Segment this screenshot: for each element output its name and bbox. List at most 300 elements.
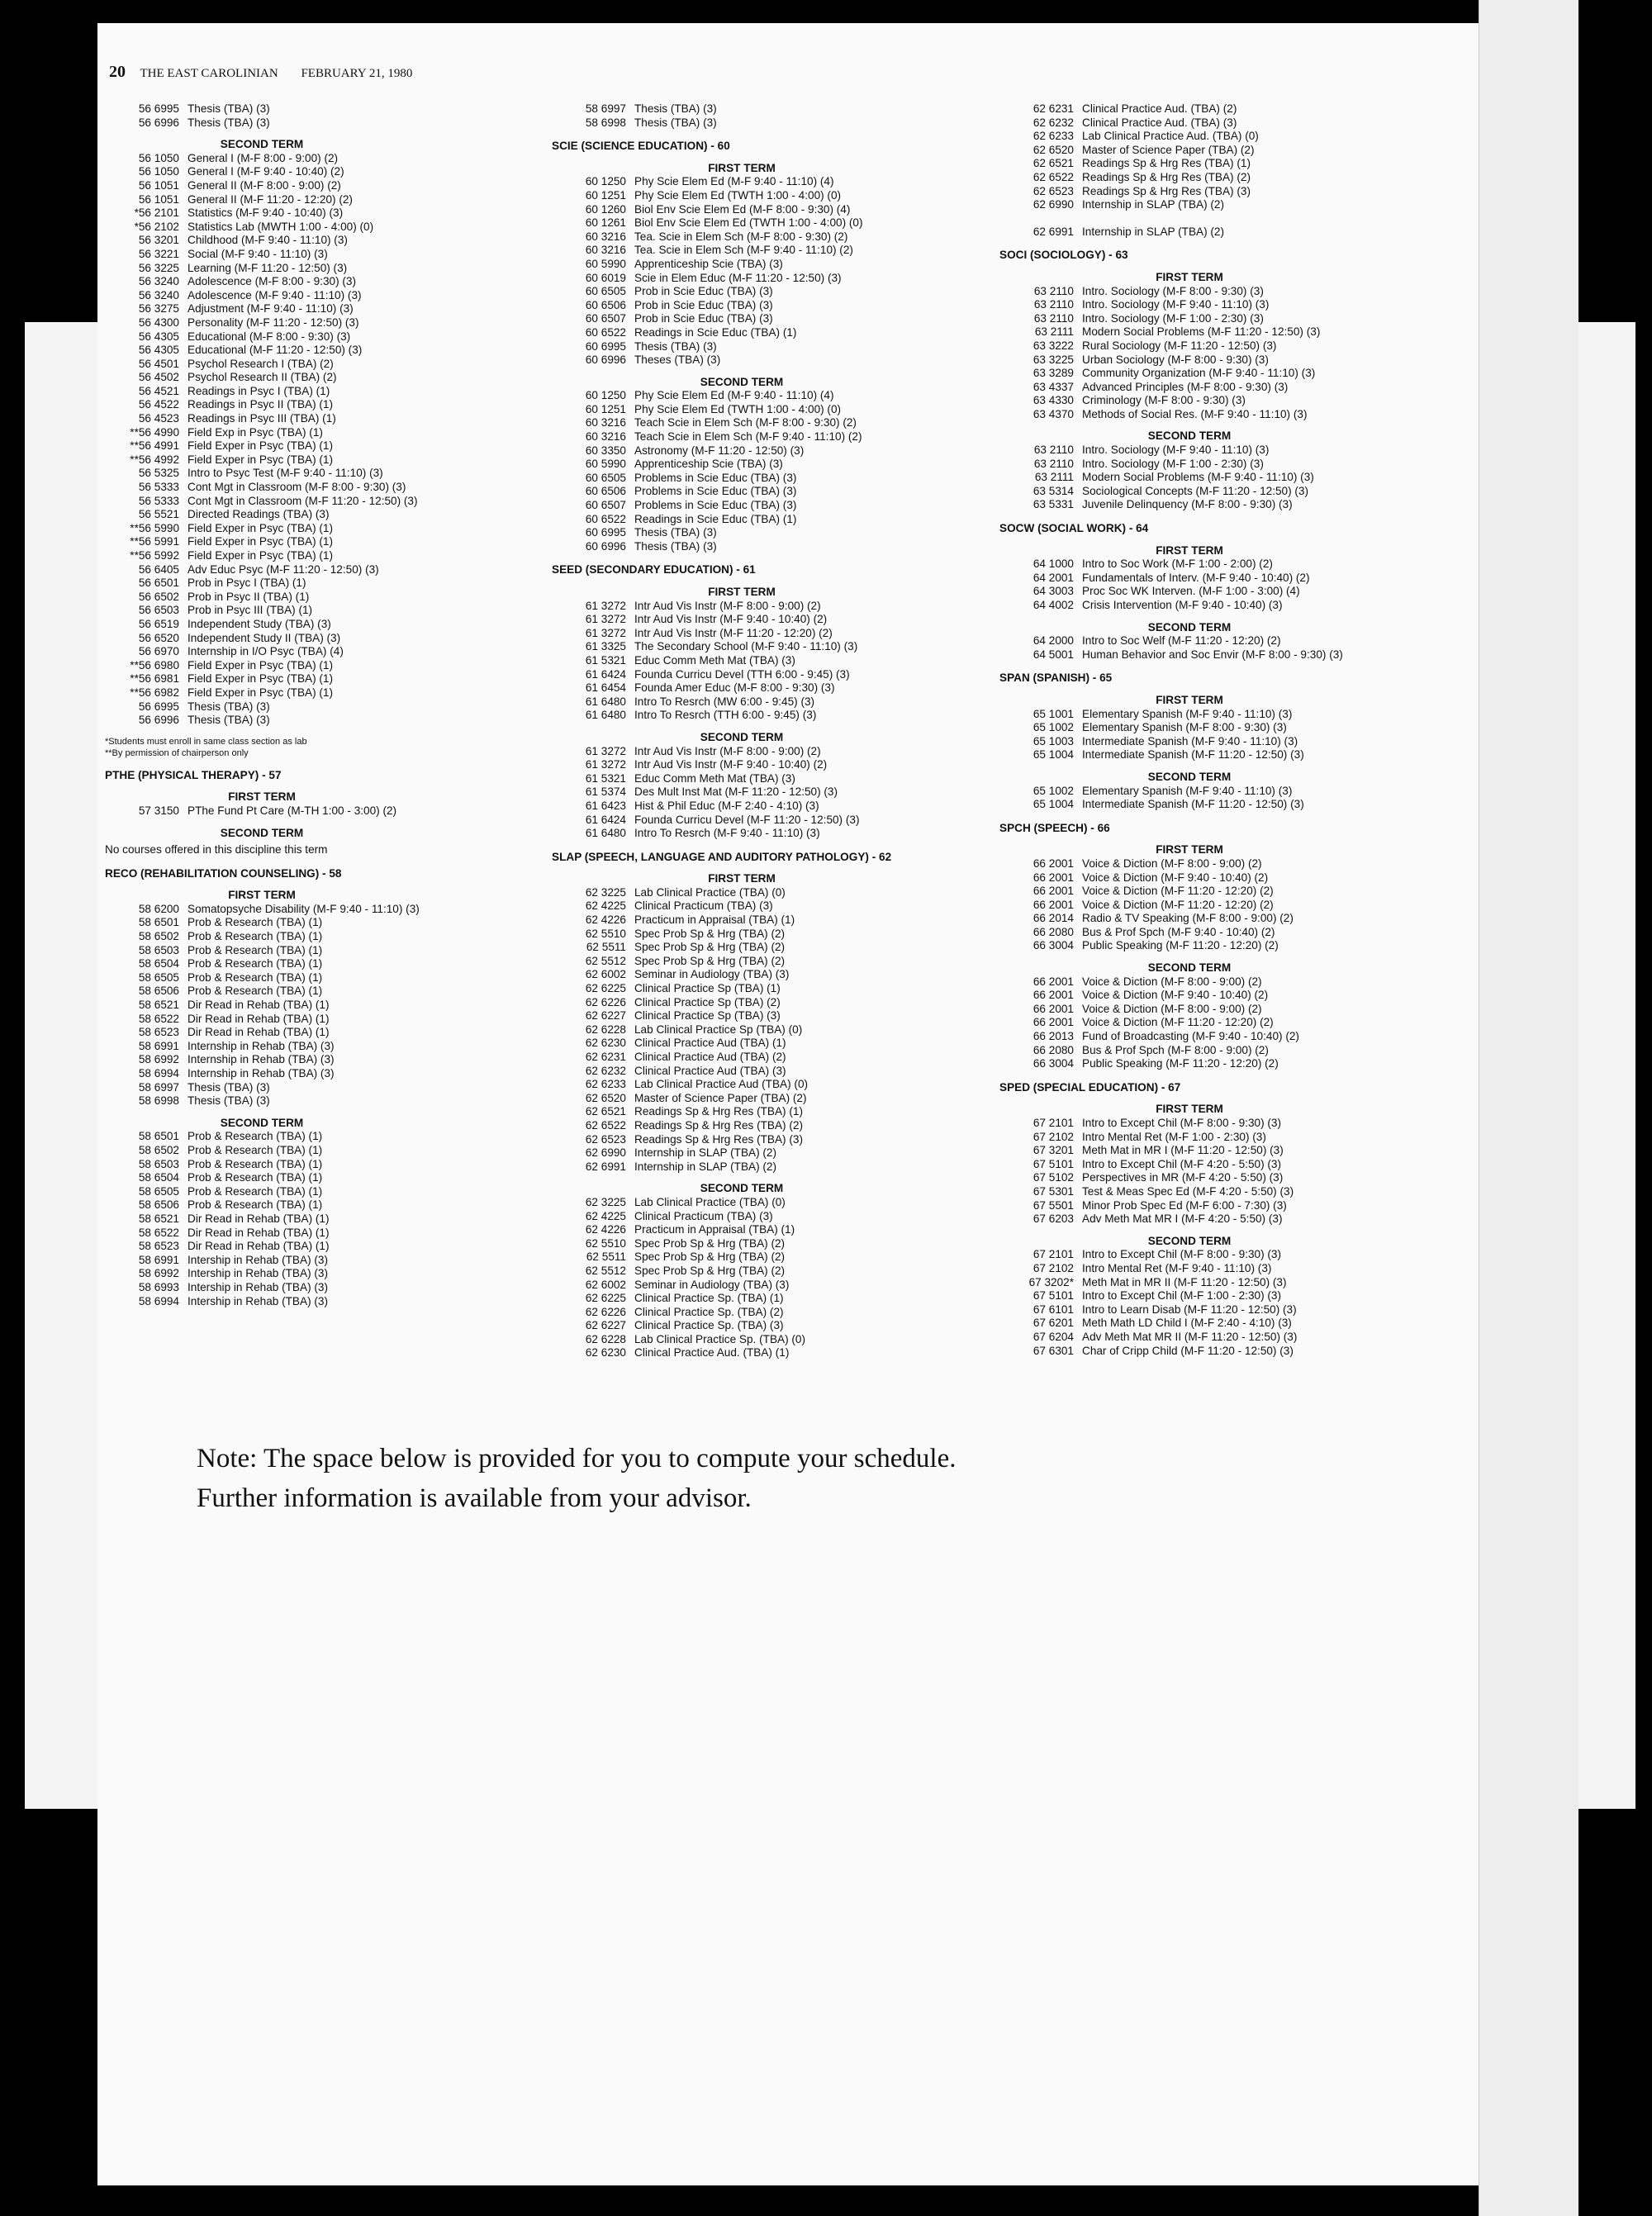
listing-column-1 [105,102,419,1308]
course-code: 58 6501 [138,916,179,929]
term-heading: SECOND TERM [1147,429,1232,443]
course-title: Spec Prob Sp & Hrg (TBA) (2) [634,1236,786,1250]
course-row [105,116,419,130]
course-row [552,613,932,627]
course-row [999,185,1379,199]
course-title: Cont Mgt in Classroom (M-F 8:00 - 9:30) (3) [188,481,406,494]
course-code: 60 6505 [585,471,626,484]
course-row [105,165,419,179]
course-title: Prob & Research (TBA) (1) [188,1171,323,1184]
footnote: **By permission of chairperson only [105,747,249,758]
course-title: Personality (M-F 11:20 - 12:50) (3) [188,316,359,329]
course-code: 58 6523 [138,1240,179,1253]
course-code: 62 6990 [1032,198,1074,211]
course-row [105,535,419,549]
course-code: 56 6970 [138,645,179,658]
course-row [105,985,419,999]
course-code: 61 6424 [585,667,626,681]
course-row [999,1262,1379,1276]
course-title: Intership in Rehab (TBA) (3) [188,1253,328,1266]
course-row [105,1295,419,1309]
course-row [552,299,932,313]
course-title: Readings Sp & Hrg Res (TBA) (1) [634,1105,803,1118]
course-code: 60 5990 [585,257,626,270]
course-code: 67 5102 [1032,1171,1074,1184]
course-row [999,1248,1379,1262]
course-row [552,668,932,682]
course-row [552,982,932,996]
course-title: Public Speaking (M-F 11:20 - 12:20) (2) [1082,1057,1279,1070]
course-row [105,563,419,577]
course-row [105,804,419,819]
course-code: 60 6019 [585,271,626,284]
course-row [552,1210,932,1224]
course-code: 56 4305 [138,330,179,343]
course-code: *56 2102 [134,220,179,233]
section-heading: PTHE (PHYSICAL THERAPY) - 57 [105,768,282,781]
course-code: 58 6505 [138,1184,179,1198]
course-code: 62 5512 [585,954,626,967]
course-title: Dir Read in Rehab (TBA) (1) [188,1240,330,1253]
course-row [105,645,419,659]
paper-name: THE EAST CAROLINIAN [140,67,278,80]
folded-page-edge [1479,0,1578,2216]
course-title: Psychol Research II (TBA) (2) [188,371,337,384]
course-code: 58 6506 [138,985,179,998]
course-code: 58 6994 [138,1067,179,1080]
term-heading: FIRST TERM [228,790,296,804]
course-row [105,1227,419,1241]
course-title: Thesis (TBA) (3) [188,700,270,713]
course-code: 58 6522 [138,1226,179,1239]
course-row [552,189,932,203]
course-row [999,1199,1379,1213]
course-title: Psychol Research I (TBA) (2) [188,357,334,370]
course-row [552,354,932,368]
course-code: 56 6502 [138,590,179,603]
course-title: Dir Read in Rehab (TBA) (1) [188,1012,330,1025]
course-row [999,1131,1379,1145]
course-code: 56 4502 [138,371,179,384]
course-code: 61 6424 [585,813,626,826]
course-title: Voice & Diction (M-F 11:20 - 12:20) (2) [1082,898,1274,911]
course-row [105,412,419,426]
course-code: 66 2080 [1032,925,1074,938]
course-title: Proc Soc WK Interven. (M-F 1:00 - 3:00) (4) [1082,585,1300,598]
course-row [552,695,932,709]
term-heading: FIRST TERM [708,872,776,885]
course-title: Voice & Diction (M-F 8:00 - 9:00) (2) [1082,1002,1262,1015]
course-title: Field Exper in Psyc (TBA) (1) [188,535,334,548]
course-title: Educational (M-F 8:00 - 9:30) (3) [188,330,351,343]
course-code: 60 6506 [585,298,626,311]
course-title: Clinical Practice Aud. (TBA) (1) [634,1346,790,1359]
course-row [999,634,1379,648]
course-code: **56 5992 [130,549,179,562]
term-heading: FIRST TERM [228,889,296,902]
course-row [552,499,932,513]
course-row [552,1037,932,1051]
course-row [105,1130,419,1144]
course-row [105,508,419,522]
course-code: 61 5374 [585,785,626,799]
course-title: Internship in Rehab (TBA) (3) [188,1053,335,1066]
course-row [552,1119,932,1133]
course-title: Thesis (TBA) (3) [188,102,270,115]
course-row [552,1346,932,1360]
course-row [999,1030,1379,1044]
course-row [552,1265,932,1279]
course-row [552,416,932,430]
section-heading: SPED (SPECIAL EDUCATION) - 67 [999,1080,1181,1094]
course-title: Intro Mental Ret (M-F 9:40 - 11:10) (3) [1082,1261,1272,1274]
course-row [552,1333,932,1347]
course-code: 62 6002 [585,1278,626,1291]
course-title: Lab Clinical Practice Aud (TBA) (0) [634,1078,809,1091]
course-row [999,975,1379,989]
course-row [552,244,932,258]
course-row [552,326,932,340]
course-row [552,758,932,772]
course-code: 62 6228 [585,1332,626,1345]
course-code: 56 6519 [138,617,179,630]
course-title: Practicum in Appraisal (TBA) (1) [634,913,795,927]
course-row [552,116,932,130]
course-code: 65 1003 [1032,734,1074,747]
course-code: 67 5101 [1032,1157,1074,1170]
course-title: Childhood (M-F 9:40 - 11:10) (3) [188,234,348,247]
course-title: Methods of Social Res. (M-F 9:40 - 11:10) (3) [1082,407,1308,420]
course-row [105,1185,419,1199]
course-code: 56 6520 [138,631,179,644]
course-code: 62 5510 [585,1236,626,1250]
course-row [999,339,1379,354]
course-code: 56 5325 [138,467,179,480]
course-code: 63 4330 [1032,394,1074,407]
course-title: Elementary Spanish (M-F 8:00 - 9:30) (3) [1082,721,1287,734]
course-code: 62 6228 [585,1023,626,1036]
course-code: 60 6522 [585,512,626,525]
course-code: 60 6996 [585,354,626,367]
course-code: 66 2001 [1032,1002,1074,1015]
course-title: Intr Aud Vis Instr (M-F 8:00 - 9:00) (2) [634,599,821,612]
course-code: 63 4337 [1032,380,1074,393]
course-code: 63 4370 [1032,407,1074,420]
course-code: 62 6991 [1032,225,1074,238]
course-code: 60 3350 [585,444,626,457]
course-row [999,585,1379,599]
course-code: **56 5991 [130,535,179,548]
course-title: Prob & Research (TBA) (1) [188,1157,323,1170]
course-code: 58 6521 [138,1212,179,1225]
course-row [552,600,932,614]
course-title: Teach Scie in Elem Sch (M-F 9:40 - 11:10) (2) [634,430,862,444]
course-row [552,800,932,814]
course-row [552,899,932,913]
course-code: 67 2102 [1032,1130,1074,1143]
course-code: 60 1251 [585,188,626,202]
course-title: Intro To Resrch (MW 6:00 - 9:45) (3) [634,695,815,708]
course-code: 62 6227 [585,1009,626,1023]
course-row [999,458,1379,472]
term-heading: SECOND TERM [700,1182,784,1195]
listing-column-3 [999,102,1379,1358]
course-code: 62 5510 [585,927,626,940]
course-title: Intership in Rehab (TBA) (3) [188,1267,328,1280]
course-row [999,572,1379,586]
course-row [552,458,932,472]
course-title: Test & Meas Spec Ed (M-F 4:20 - 5:50) (3) [1082,1184,1294,1198]
course-title: Intership in Rehab (TBA) (3) [188,1294,328,1307]
course-code: 67 5101 [1032,1289,1074,1303]
course-code: 60 6507 [585,312,626,325]
course-row [999,225,1379,240]
course-title: Dir Read in Rehab (TBA) (1) [188,1226,330,1239]
course-row [552,1092,932,1106]
course-title: Teach Scie in Elem Sch (M-F 8:00 - 9:30) (2) [634,416,857,429]
course-code: 62 6225 [585,1292,626,1305]
course-code: 58 6998 [585,116,626,129]
course-code: 56 3275 [138,302,179,316]
course-code: 58 6502 [138,930,179,943]
course-code: 58 6501 [138,1130,179,1143]
course-row [999,857,1379,871]
course-title: Problems in Scie Educ (TBA) (3) [634,499,797,512]
course-title: Cont Mgt in Classroom (M-F 11:20 - 12:50) (3) [188,494,418,507]
course-code: 56 6503 [138,604,179,617]
course-row [105,577,419,591]
course-title: Somatopsyche Disability (M-F 9:40 - 11:10) (3) [188,902,420,915]
course-title: Internship in SLAP (TBA) (2) [1082,225,1225,238]
course-row [105,152,419,166]
course-row [105,604,419,618]
course-row [105,358,419,372]
course-code: 56 4523 [138,412,179,425]
course-title: Human Behavior and Soc Envir (M-F 8:00 - 9:30) (3) [1082,648,1343,661]
course-row [105,916,419,930]
course-code: 62 6523 [585,1132,626,1146]
course-title: Independent Study (TBA) (3) [188,617,331,630]
course-code: 62 4226 [585,1223,626,1236]
course-row [552,1237,932,1251]
course-title: Practicum in Appraisal (TBA) (1) [634,1223,795,1236]
course-title: Field Exp in Psyc (TBA) (1) [188,425,323,439]
course-title: Field Exper in Psyc (TBA) (1) [188,549,334,562]
course-code: 58 6994 [138,1294,179,1307]
section-heading: SPAN (SPANISH) - 65 [999,671,1113,685]
course-code: 62 6233 [585,1078,626,1091]
course-code: 63 2110 [1033,298,1074,311]
course-code: 56 1051 [138,192,179,206]
course-row [999,1003,1379,1017]
course-row [999,1345,1379,1359]
course-title: Clinical Practicum (TBA) (3) [634,1209,773,1222]
course-code: 62 6231 [585,1051,626,1063]
course-row [999,485,1379,499]
note-line-1: Note: The space below is provided for you to compute your schedule. [197,1444,957,1473]
course-row [552,996,932,1010]
course-title: Intro to Psyc Test (M-F 9:40 - 11:10) (3) [188,467,383,480]
course-title: Problems in Scie Educ (TBA) (3) [634,471,797,484]
course-code: 61 6423 [585,799,626,812]
course-code: 64 5001 [1032,648,1074,661]
course-title: Founda Amer Educ (M-F 8:00 - 9:30) (3) [634,681,835,695]
course-title: Elementary Spanish (M-F 9:40 - 11:10) (3) [1082,707,1293,720]
course-title: Readings in Scie Educ (TBA) (1) [634,512,797,525]
term-heading: FIRST TERM [1156,693,1223,706]
course-row [999,1044,1379,1058]
course-title: Intro Mental Ret (M-F 1:00 - 2:30) (3) [1082,1130,1266,1143]
course-code: **56 4992 [130,453,179,466]
course-row [105,672,419,686]
course-title: Internship in SLAP (TBA) (2) [1082,198,1225,211]
course-row [105,439,419,453]
course-row [999,498,1379,512]
course-code: **56 4990 [130,425,179,439]
listing-column-2 [552,102,932,1360]
course-code: 63 2110 [1033,457,1074,470]
course-title: Clinical Practice Aud (TBA) (3) [634,1064,786,1077]
course-row [552,1051,932,1065]
course-title: Prob & Research (TBA) (1) [188,1130,323,1143]
course-title: Biol Env Scie Elem Ed (M-F 8:00 - 9:30) (4) [634,202,851,216]
course-row [105,549,419,563]
course-row [999,721,1379,735]
course-row [999,1289,1379,1303]
course-title: Voice & Diction (M-F 9:40 - 10:40) (2) [1082,989,1269,1002]
course-title: General II (M-F 11:20 - 12:20) (2) [188,192,353,206]
course-code: 56 1051 [138,178,179,192]
course-code: 58 6504 [138,957,179,970]
course-code: 56 3221 [138,247,179,260]
course-title: PThe Fund Pt Care (M-TH 1:00 - 3:00) (2) [188,804,397,817]
course-title: Prob in Scie Educ (TBA) (3) [634,298,773,311]
course-title: Statistics Lab (MWTH 1:00 - 4:00) (0) [188,220,374,233]
course-title: Readings Sp & Hrg Res (TBA) (2) [1082,170,1251,183]
course-code: 62 6232 [1032,116,1074,129]
course-row [105,179,419,193]
course-row [999,408,1379,422]
term-heading: FIRST TERM [1156,1103,1223,1116]
course-code: 56 4300 [138,316,179,329]
course-title: Phy Scie Elem Ed (M-F 9:40 - 11:10) (4) [634,175,834,188]
course-code: 63 3289 [1032,367,1074,380]
course-code: 63 5331 [1032,498,1074,511]
course-code: 60 3216 [585,430,626,444]
course-code: 66 2001 [1032,975,1074,988]
course-title: Meth Mat in MR I (M-F 11:20 - 12:50) (3) [1082,1144,1284,1157]
course-title: Problems in Scie Educ (TBA) (3) [634,485,797,498]
course-code: 63 5314 [1032,484,1074,497]
term-heading: FIRST TERM [708,161,776,174]
course-code: 63 3225 [1032,353,1074,366]
course-title: Thesis (TBA) (3) [634,102,717,115]
course-row [999,198,1379,212]
course-title: Adv Meth Mat MR II (M-F 11:20 - 12:50) (3) [1082,1330,1298,1343]
course-code: 58 6991 [138,1039,179,1052]
course-row [105,1013,419,1027]
course-code: **56 6982 [130,686,179,699]
course-title: Adv Meth Mat MR I (M-F 4:20 - 5:50) (3) [1082,1212,1283,1226]
course-title: Voice & Diction (M-F 11:20 - 12:20) (2) [1082,1016,1274,1029]
course-code: 58 6993 [138,1280,179,1293]
course-row [105,1240,419,1254]
course-row [105,289,419,303]
course-row [552,258,932,272]
course-code: 67 5501 [1032,1198,1074,1212]
course-code: 64 3003 [1032,585,1074,598]
course-row [552,1250,932,1265]
course-row [552,1065,932,1079]
course-title: Prob & Research (TBA) (1) [188,957,323,970]
course-row [552,472,932,486]
course-code: 67 2101 [1032,1117,1074,1129]
course-code: 66 2001 [1032,857,1074,870]
course-title: Independent Study II (TBA) (3) [188,631,341,644]
course-title: Clinical Practice Sp (TBA) (3) [634,1009,781,1023]
course-title: Fund of Broadcasting (M-F 9:40 - 10:40) (2) [1082,1030,1299,1043]
course-title: Meth Mat in MR II (M-F 11:20 - 12:50) (3) [1082,1275,1287,1288]
course-row [105,1267,419,1281]
course-title: Seminar in Audiology (TBA) (3) [634,968,790,981]
course-row [552,886,932,900]
course-title: Readings in Scie Educ (TBA) (1) [634,325,797,339]
course-title: Lab Clinical Practice Sp (TBA) (0) [634,1023,803,1036]
course-code: 62 6226 [585,1305,626,1318]
course-row [105,302,419,316]
issue-date: FEBRUARY 21, 1980 [301,67,413,80]
course-title: Phy Scie Elem Ed (M-F 9:40 - 11:10) (4) [634,389,834,402]
course-code: 56 5521 [138,508,179,521]
course-row [999,939,1379,953]
course-row [105,221,419,235]
course-row [552,230,932,244]
course-code: 62 6521 [585,1105,626,1118]
course-row [552,745,932,759]
course-code: 62 6521 [1032,157,1074,170]
course-code: 58 6502 [138,1143,179,1156]
course-row [105,999,419,1013]
course-row [552,272,932,286]
course-code: 63 2111 [1034,325,1074,339]
course-title: Intr Aud Vis Instr (M-F 8:00 - 9:00) (2) [634,744,821,757]
course-title: Field Exper in Psyc (TBA) (1) [188,439,334,453]
course-code: 58 6200 [138,902,179,915]
course-row [999,325,1379,339]
course-title: Spec Prob Sp & Hrg (TBA) (2) [634,927,786,940]
course-code: 62 4225 [585,1209,626,1222]
course-code: 58 6997 [585,102,626,115]
course-code: 58 6503 [138,943,179,956]
course-title: Readings Sp & Hrg Res (TBA) (3) [1082,184,1251,197]
course-title: Prob & Research (TBA) (1) [188,985,323,998]
course-row [552,681,932,695]
course-title: Dir Read in Rehab (TBA) (1) [188,1026,330,1039]
course-row [552,1292,932,1306]
course-title: Voice & Diction (M-F 8:00 - 9:00) (2) [1082,857,1262,870]
course-row [105,714,419,728]
course-title: Elementary Spanish (M-F 9:40 - 11:10) (3) [1082,784,1293,797]
course-code: 62 3225 [585,885,626,899]
course-code: 60 3216 [585,230,626,243]
course-row [999,157,1379,171]
course-title: Intro To Resrch (M-F 9:40 - 11:10) (3) [634,827,820,840]
course-title: The Secondary School (M-F 9:40 - 11:10) (3) [634,640,858,653]
course-row [105,1094,419,1108]
course-title: Thesis (TBA) (3) [634,339,717,353]
course-title: Apprenticeship Scie (TBA) (3) [634,257,783,270]
course-code: 60 6995 [585,526,626,539]
